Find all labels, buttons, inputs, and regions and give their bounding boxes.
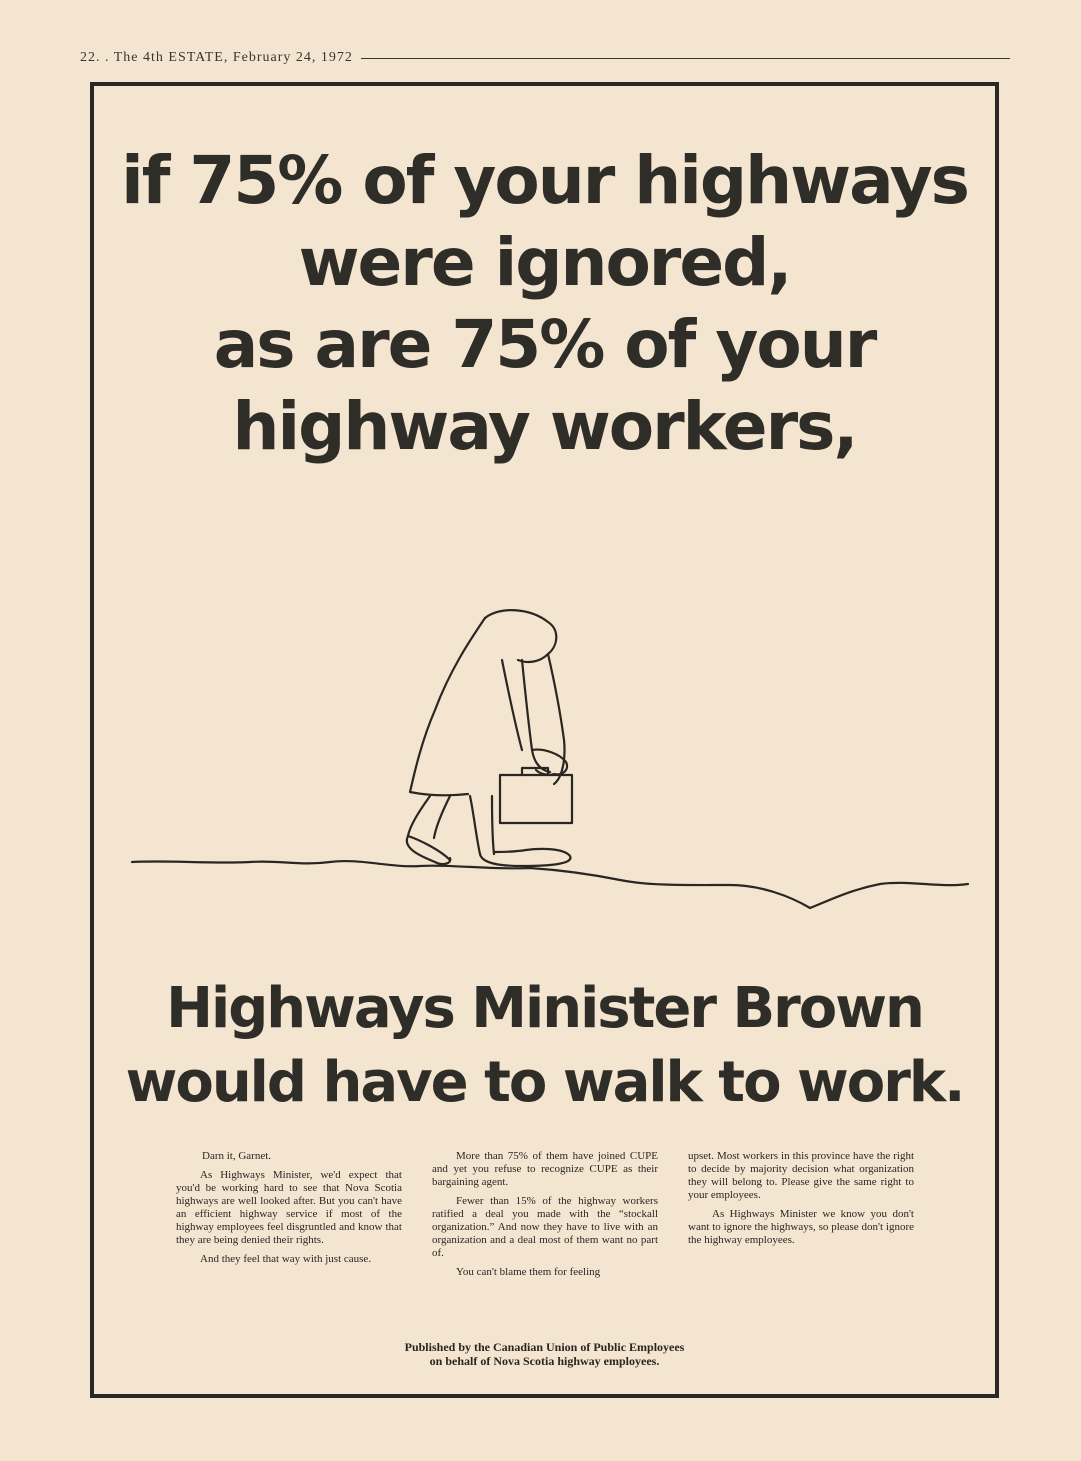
- coat-back: [410, 618, 485, 795]
- headline-line: if 75% of your highways: [121, 142, 968, 219]
- briefcase: [500, 775, 572, 823]
- coat-sleeve: [522, 660, 550, 772]
- headline: [100, 140, 989, 468]
- body-paragraph: You can't blame them for feeling: [456, 1266, 601, 1278]
- headline-line: were ignored,: [298, 224, 791, 301]
- subheadline: [100, 972, 989, 1120]
- headline-line: as are 75% of your: [213, 306, 876, 383]
- body-paragraph: And they feel that way with just cause.: [200, 1253, 372, 1265]
- publisher-credit-line: Published by the Canadian Union of Public Employees: [404, 1340, 685, 1354]
- headline-line: highway workers,: [232, 388, 857, 465]
- body-paragraph: As Highways Minister we know you don't want to ignore the highways, so please don't ignore the highway employees.: [688, 1208, 914, 1246]
- publisher-credit: [100, 1340, 989, 1368]
- shoe: [407, 836, 450, 864]
- ground-line: [132, 861, 968, 908]
- subheadline-line: Highways Minister Brown: [166, 976, 923, 1041]
- body-column-1: [176, 1150, 402, 1272]
- body-paragraph: More than 75% of them have joined CUPE and yet you refuse to recognize CUPE as their bargaining agent.: [432, 1150, 658, 1188]
- body-paragraph: Darn it, Garnet.: [202, 1150, 272, 1162]
- running-head: [80, 50, 1010, 66]
- publisher-credit-line: on behalf of Nova Scotia highway employees.: [429, 1354, 660, 1368]
- shoe: [480, 849, 570, 866]
- coat-front: [548, 654, 565, 784]
- coat-collar: [485, 610, 556, 662]
- running-head-text: 22. . The 4th ESTATE, February 24, 1972: [80, 50, 353, 65]
- running-head-rule: [361, 58, 1010, 59]
- body-paragraph: As Highways Minister, we'd expect that you'd be working hard to see that Nova Scotia highways are well looked after. But you can't have an efficient highway service if most of the highway employees feel disgruntled and know that they are being denied their rights.: [176, 1169, 402, 1246]
- body-paragraph: upset. Most workers in this province have the right to decide by majority decision what organization they will belong to. Please give the same right to your employees.: [688, 1150, 914, 1201]
- front-leg: [470, 796, 480, 854]
- body-column-2: [432, 1150, 658, 1285]
- body-paragraph: Fewer than 15% of the highway workers ratified a deal you made with the “stockall organization.” And now they have to live with an organization and a deal most of them want no part of.: [432, 1195, 658, 1259]
- body-column-3: [688, 1150, 914, 1253]
- walking-man-illustration: [130, 600, 980, 930]
- subheadline-line: would have to walk to work.: [125, 1050, 964, 1115]
